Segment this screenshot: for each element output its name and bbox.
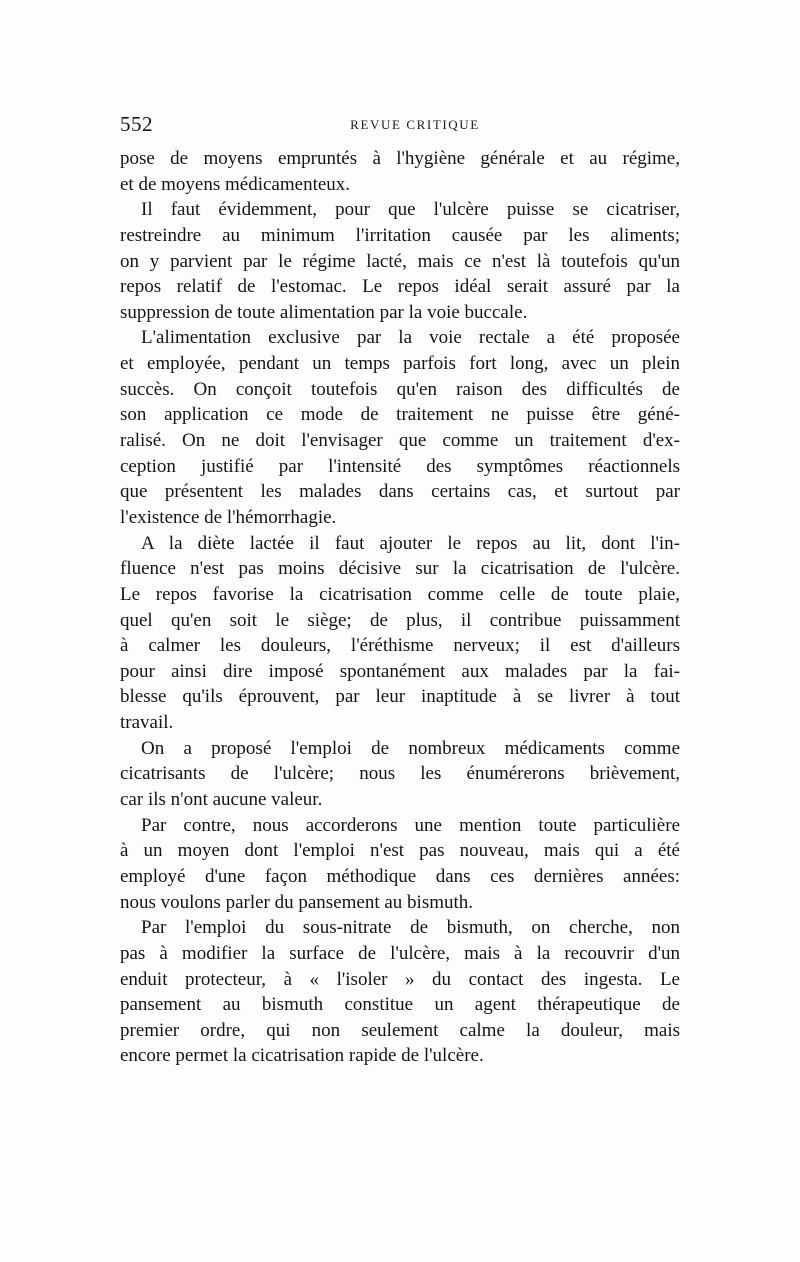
page-number: 552 [120,112,153,136]
text-line: restreindre au minimum l'irritation causée par les aliments; [120,224,680,246]
text-line: car ils n'ont aucune valeur. [120,789,323,811]
text-line: nous voulons parler du pansement au bismuth. [120,891,474,913]
text-line: L'alimentation exclusive par la voie rectale a été proposée [141,327,680,349]
body-text [120,146,680,1069]
text-line: fluence n'est pas moins décisive sur la cicatrisation de l'ulcère. [120,558,680,580]
text-line: pansement au bismuth constitue un agent thérapeutique de [120,994,680,1016]
text-line: Par l'emploi du sous-nitrate de bismuth, on cherche, non [141,917,680,939]
text-line: enduit protecteur, à « l'isoler » du contact des ingesta. Le [120,968,680,990]
text-line: quel qu'en soit le siège; de plus, il contribue puissamment [120,609,680,631]
text-line: repos relatif de l'estomac. Le repos idéal serait assuré par la [120,276,680,298]
text-line: Par contre, nous accorderons une mention toute particulière [141,814,680,836]
text-line: que présentent les malades dans certains cas, et surtout par [120,481,680,503]
text-line: premier ordre, qui non seulement calme la douleur, mais [120,1019,680,1041]
text-line: travail. [120,712,174,734]
text-line: ralisé. On ne doit l'envisager que comme un traitement d'ex- [120,430,680,452]
text-line: employé d'une façon méthodique dans ces dernières années: [120,865,680,887]
text-line: Il faut évidemment, pour que l'ulcère puisse se cicatriser, [141,199,680,221]
text-line: blesse qu'ils éprouvent, par leur inaptitude à se livrer à tout [120,686,680,708]
text-line: pose de moyens empruntés à l'hygiène générale et au régime, [120,148,680,169]
text-line: Le repos favorise la cicatrisation comme celle de toute plaie, [120,583,680,605]
text-line: et employée, pendant un temps parfois fort long, avec un plein [120,353,680,375]
page-header [120,112,680,142]
text-line: l'existence de l'hémorrhagie. [120,506,337,528]
running-title: REVUE CRITIQUE [350,117,480,132]
text-line: son application ce mode de traitement ne puisse être géné- [120,404,680,426]
text-line: on y parvient par le régime lacté, mais ce n'est là toutefois qu'un [120,250,680,272]
text-line: pas à modifier la surface de l'ulcère, mais à la recouvrir d'un [120,942,680,964]
text-line: encore permet la cicatrisation rapide de l'ulcère. [120,1045,484,1067]
text-line: cicatrisants de l'ulcère; nous les énumérerons brièvement, [120,763,680,785]
text-line: On a proposé l'emploi de nombreux médicaments comme [141,737,680,759]
text-line: à calmer les douleurs, l'éréthisme nerveux; il est d'ailleurs [120,635,680,657]
text-line: pour ainsi dire imposé spontanément aux malades par la fai- [120,660,680,682]
text-line: ception justifié par l'intensité des symptômes réactionnels [120,455,680,477]
text-line: à un moyen dont l'emploi n'est pas nouveau, mais qui a été [120,840,680,862]
text-line: et de moyens médicamenteux. [120,173,351,195]
text-line: succès. On conçoit toutefois qu'en raison des difficultés de [120,378,680,400]
text-line: A la diète lactée il faut ajouter le repos au lit, dont l'in- [141,532,680,554]
text-line: suppression de toute alimentation par la voie buccale. [120,301,528,323]
